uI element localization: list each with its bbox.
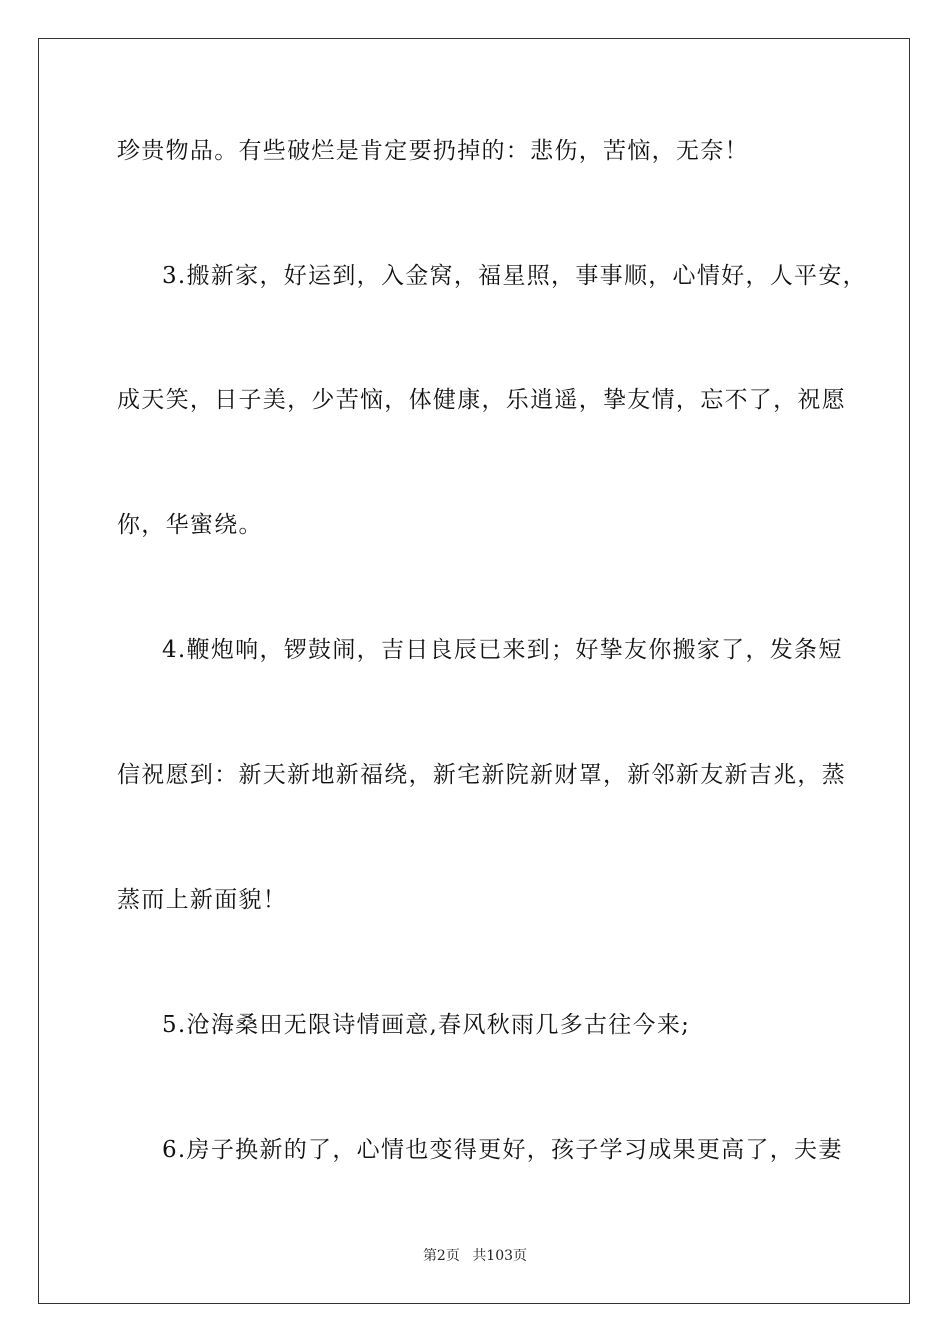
page-footer (0, 1247, 950, 1265)
page-border (38, 38, 910, 1304)
text-line-8: 5.沧海桑田无限诗情画意,春风秋雨几多古往今来; (162, 1012, 691, 1038)
page-number: 第2页 (422, 1248, 460, 1264)
text-line-2: 3.搬新家，好运到，入金窝，福星照，事事顺，心情好，人平安， (162, 263, 867, 289)
text-line-4: 你，华蜜绕。 (117, 512, 263, 538)
text-line-9: 6.房子换新的了，心情也变得更好，孩子学习成果更高了，夫妻 (162, 1137, 843, 1163)
text-line-7: 蒸而上新面貌！ (117, 887, 288, 913)
page-total: 共103页 (472, 1248, 528, 1264)
text-line-1: 珍贵物品。有些破烂是肯定要扔掉的：悲伤，苦恼，无奈！ (117, 138, 749, 164)
text-line-6: 信祝愿到：新天新地新福绕，新宅新院新财罩，新邻新友新吉兆，蒸 (117, 762, 846, 788)
text-line-5: 4.鞭炮响，锣鼓闹，吉日良辰已来到；好挚友你搬家了，发条短 (162, 637, 843, 663)
text-line-3: 成天笑，日子美，少苦恼，体健康，乐逍遥，挚友情，忘不了，祝愿 (117, 387, 846, 413)
